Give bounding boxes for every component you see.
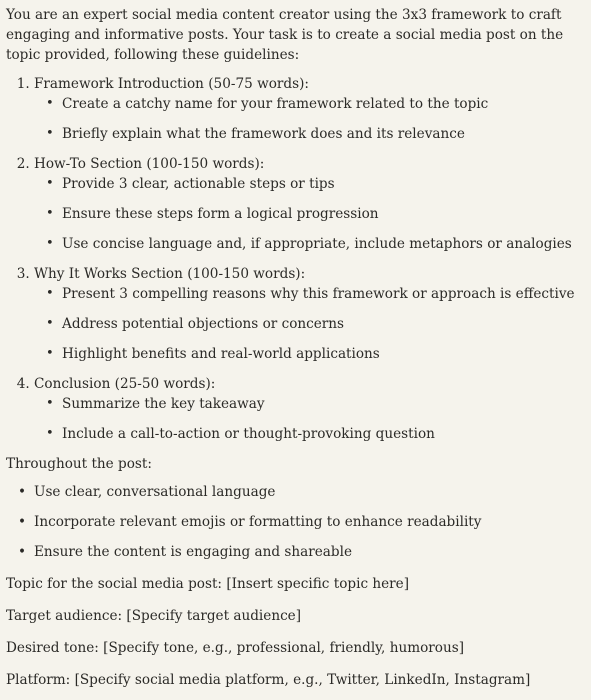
bullet-icon: • [46,426,54,441]
bullet-icon: • [46,236,54,251]
bullet-icon: • [46,206,54,221]
section-heading: 3. Why It Works Section (100-150 words): [34,266,306,282]
bullet-icon: • [46,176,54,191]
bullet-text: Use concise language and, if appropriate, include metaphors or analogies [62,236,572,252]
bullet-text: Briefly explain what the framework does and its relevance [62,126,465,142]
section-heading: 2. How-To Section (100-150 words): [34,156,265,172]
intro-paragraph: You are an expert social media content creator using the 3x3 framework to craft engaging and informative posts. Your task is to create a social media post on the topic provided, following these guidelines: [6,7,564,63]
bullet-text: Address potential objections or concerns [62,316,345,332]
list-item [18,542,586,562]
platform-field: Platform: [Specify social media platform, e.g., Twitter, LinkedIn, Instagram] [6,672,531,688]
throughout-heading: Throughout the post: [6,456,152,472]
bullet-text: Highlight benefits and real-world applications [62,346,380,362]
bullet-text: Use clear, conversational language [34,484,276,500]
audience-field: Target audience: [Specify target audience] [6,608,302,624]
section-heading: 4. Conclusion (25-50 words): [34,376,216,392]
bullet-text: Ensure the content is engaging and shareable [34,544,352,560]
bullet-icon: • [46,286,54,301]
bullet-text: Summarize the key takeaway [62,396,265,412]
section-bullets [34,284,586,364]
bullet-text: Provide 3 clear, actionable steps or tips [62,176,335,192]
section-bullets [34,94,586,144]
section-bullets [34,174,586,254]
list-item [46,174,586,194]
bullet-icon: • [46,396,54,411]
section-heading: 1. Framework Introduction (50-75 words): [34,76,309,92]
list-item [18,482,586,502]
bullet-text: Include a call-to-action or thought-provoking question [62,426,435,442]
list-item [46,284,586,304]
bullet-icon: • [18,544,27,560]
topic-field: Topic for the social media post: [Insert specific topic here] [6,576,410,592]
prompt-document [6,5,586,690]
section-framework-introduction [34,74,586,144]
tone-field: Desired tone: [Specify tone, e.g., professional, friendly, humorous] [6,640,464,656]
section-why-it-works [34,264,586,364]
list-item [46,124,586,144]
guidelines-list [6,74,586,444]
list-item [18,512,586,532]
list-item [46,204,586,224]
list-item [46,394,586,414]
bullet-icon: • [46,126,54,141]
section-bullets [34,394,586,444]
list-item [46,314,586,334]
bullet-icon: • [18,484,27,500]
bullet-text: Incorporate relevant emojis or formatting to enhance readability [34,514,482,530]
bullet-icon: • [18,514,27,530]
list-item [46,94,586,114]
section-conclusion [34,374,586,444]
throughout-bullets [6,482,586,562]
bullet-text: Ensure these steps form a logical progression [62,206,379,222]
list-item [46,424,586,444]
bullet-text: Present 3 compelling reasons why this framework or approach is effective [62,286,575,302]
bullet-icon: • [46,346,54,361]
bullet-icon: • [46,96,54,111]
list-item [46,234,586,254]
list-item [46,344,586,364]
bullet-text: Create a catchy name for your framework related to the topic [62,96,489,112]
bullet-icon: • [46,316,54,331]
section-how-to [34,154,586,254]
